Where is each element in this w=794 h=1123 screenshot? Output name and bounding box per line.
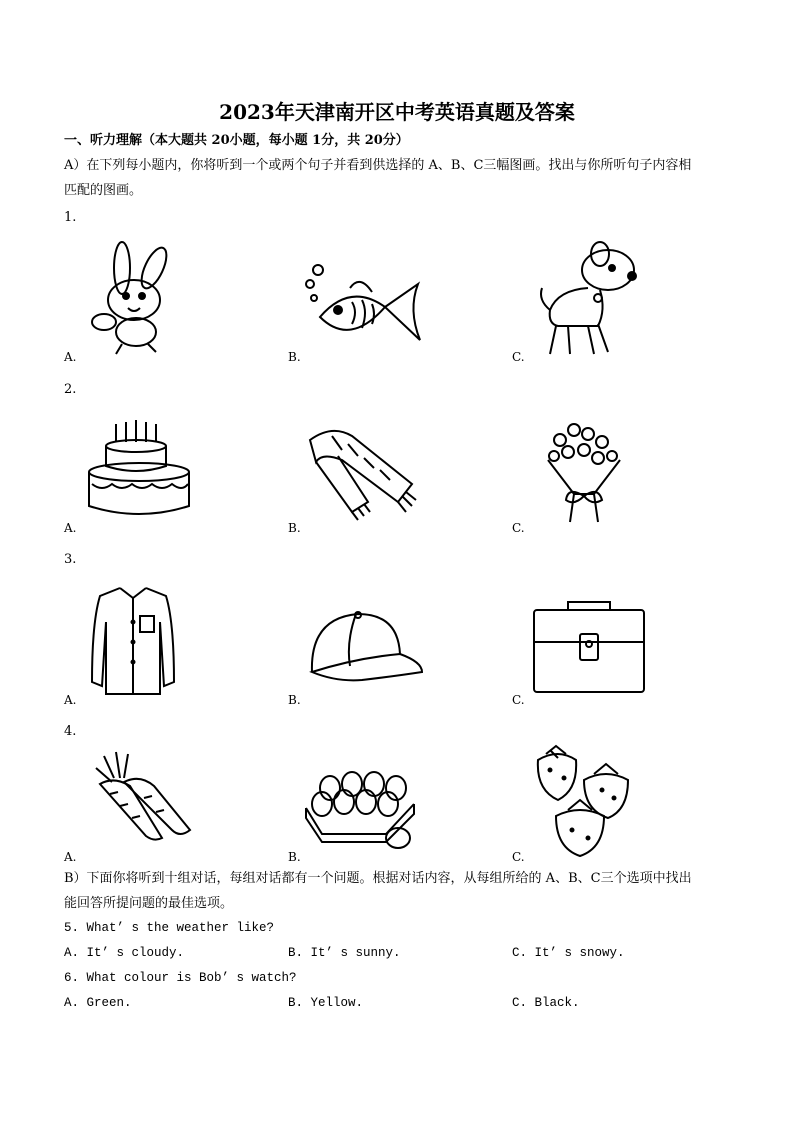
option-label-3a: A. <box>64 693 77 707</box>
eggs-icon <box>302 768 420 852</box>
question-5-option-c: C. It’ s snowy. <box>512 946 625 960</box>
fish-icon <box>300 262 430 357</box>
question-5-option-a: A. It’ s cloudy. <box>64 946 185 960</box>
question-6-option-a: A. Green. <box>64 996 132 1010</box>
question-number-3: 3. <box>64 552 77 567</box>
briefcase-icon <box>530 598 648 696</box>
scarf-icon <box>302 422 422 522</box>
cap-icon <box>306 606 426 686</box>
option-label-4a: A. <box>64 850 77 864</box>
carrot-icon <box>84 748 196 844</box>
question-6: 6. What colour is Bob’ s watch? <box>64 971 297 985</box>
option-label-4b: B. <box>288 850 301 864</box>
page-title: 2023年天津南开区中考英语真题及答案 <box>219 100 575 124</box>
bouquet-icon <box>530 410 635 530</box>
part-a-instruction-line2: 匹配的图画。 <box>64 183 143 198</box>
section-heading: 一、听力理解（本大题共 20小题，每小题 1分，共 20分） <box>64 133 409 148</box>
question-number-2: 2. <box>64 382 77 397</box>
option-label-3c: C. <box>512 693 525 707</box>
option-label-3b: B. <box>288 693 301 707</box>
dog-icon <box>528 240 648 360</box>
option-label-2a: A. <box>64 521 77 535</box>
part-b-instruction-line2: 能回答所提问题的最佳选项。 <box>64 896 234 911</box>
part-a-instruction-line1: A）在下列每小题内，你将听到一个或两个句子并看到供选择的 A、B、C三幅图画。找出与你所听句子内容相 <box>64 158 692 173</box>
question-5-option-b: B. It’ s sunny. <box>288 946 401 960</box>
option-label-2b: B. <box>288 521 301 535</box>
shirt-icon <box>86 582 181 700</box>
option-label-2c: C. <box>512 521 525 535</box>
strawberry-icon <box>528 744 638 860</box>
question-5: 5. What’ s the weather like? <box>64 921 275 935</box>
question-number-1: 1. <box>64 210 77 225</box>
question-6-option-b: B. Yellow. <box>288 996 364 1010</box>
option-label-4c: C. <box>512 850 525 864</box>
option-label-1b: B. <box>288 350 301 364</box>
option-label-1c: C. <box>512 350 525 364</box>
option-label-1a: A. <box>64 350 77 364</box>
rabbit-icon <box>82 238 192 358</box>
part-b-instruction-line1: B）下面你将听到十组对话，每组对话都有一个问题。根据对话内容，从每组所给的 A、B、C三个选项中找出 <box>64 871 692 886</box>
birthday-cake-icon <box>82 414 197 524</box>
question-6-option-c: C. Black. <box>512 996 580 1010</box>
question-number-4: 4. <box>64 724 77 739</box>
